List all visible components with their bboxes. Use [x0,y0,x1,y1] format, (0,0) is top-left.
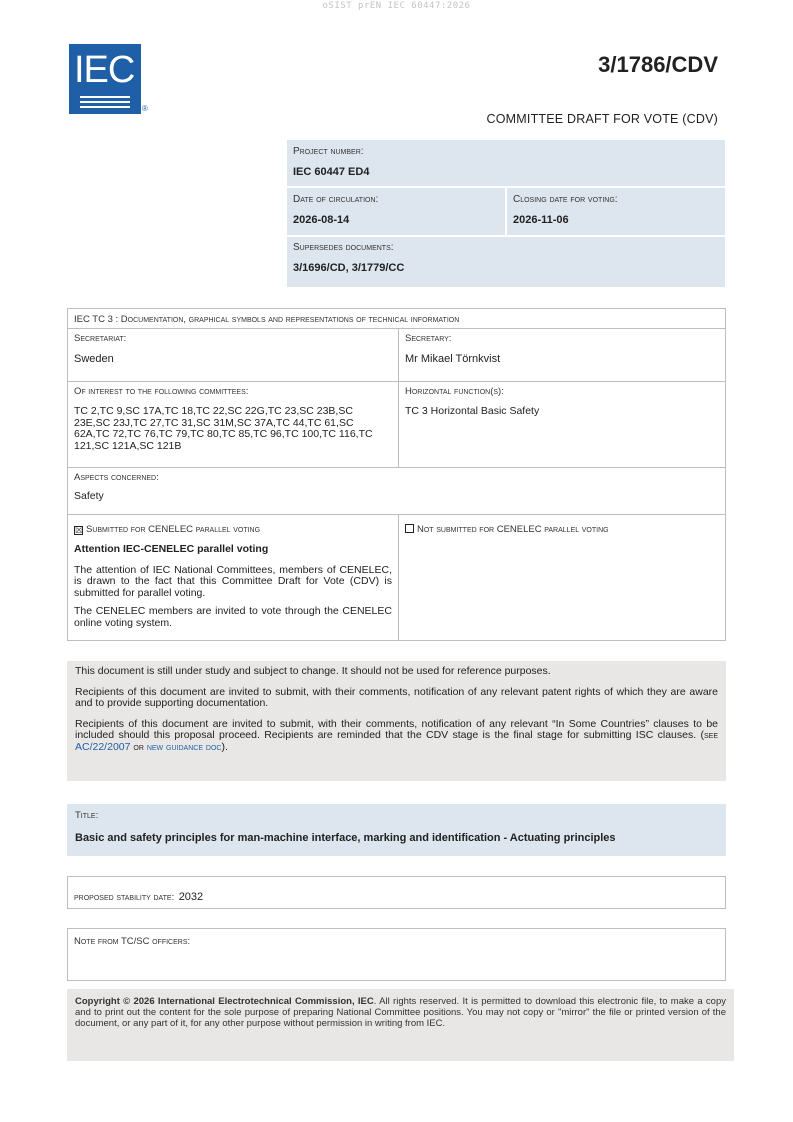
copyright-body: . All rights reserved. It is permitted to download this electronic file, to make a copy and to print out the content for the sole purpose of preparing National Committee positions. You may not copy or "mirror" the file or printed version of the document, or any part of it, for any other purpose without permission in writing from IEC. [75,996,726,1029]
new-guidance-doc-link[interactable]: new guidance doc [146,740,222,753]
secretary-cell [399,329,725,381]
notice-paragraph-1: This document is still under study and subject to change. It should not be used for reference purposes. [75,665,551,677]
horizontal-function-value: TC 3 Horizontal Basic Safety [405,405,540,417]
interest-value: TC 2,TC 9,SC 17A,TC 18,TC 22,SC 22G,TC 23,SC 23B,SC 23E,SC 23J,TC 27,TC 31,SC 31M,SC 37A,TC 44,TC 61,SC 62A,TC 72,TC 76,TC 79,TC 80,TC 85,TC 96,TC 100,TC 116,TC 121,SC 121A,SC 121B [74,405,373,452]
iec-logo [69,44,141,114]
not-submitted-voting-row [405,524,719,536]
officers-note-box [67,928,726,981]
closing-date-label: Closing date for voting: [513,194,618,205]
committee-header-cell [68,309,725,328]
stability-date-box [67,876,726,909]
title-label: Title: [75,810,99,821]
project-number-value: IEC 60447 ED4 [293,166,370,178]
document-title: Basic and safety principles for man-machine interface, marking and identification - Actuating principles [75,832,616,844]
committee-table [67,308,726,641]
supersedes-cell [287,241,725,275]
horizontal-function-label: Horizontal function(s): [405,386,504,397]
document-number: 3/1786/CDV [598,52,718,77]
copyright-holder: Copyright © 2026 International Electrotechnical Commission, IEC [75,996,374,1007]
project-info-panel [287,140,725,287]
aspects-value: Safety [74,490,104,502]
document-type: COMMITTEE DRAFT FOR VOTE (CDV) [486,112,718,126]
secretary-value: Mr Mikael Törnkvist [405,353,501,365]
checkbox-checked-icon[interactable]: ☒ [75,525,84,535]
circulation-date-value: 2026-08-14 [293,214,350,226]
circulation-date-cell [287,193,506,227]
secretariat-value: Sweden [74,353,114,365]
interest-label: Of interest to the following committees: [74,386,249,397]
stability-date-label: proposed stability date: [74,892,175,903]
not-submitted-voting-label: Not submitted for CENELEC parallel voting [417,524,609,535]
attention-paragraph-2: The CENELEC members are invited to vote through the CENELEC online voting system. [74,605,392,629]
logo-line-1 [80,96,130,98]
notice-panel [67,661,726,781]
submitted-voting-row [74,524,392,536]
notice-paragraph-2: Recipients of this document are invited to submit, with their comments, notification of any relevant patent rights of which they are aware and to provide supporting documentation. [75,685,718,709]
divider [287,235,725,237]
officers-note-label: Note from TC/SC officers: [74,936,191,947]
aspects-label: Aspects concerned: [74,472,159,483]
logo-line-2 [80,101,130,103]
notice-paragraph-3: Recipients of this document are invited to submit, with their comments, notification of any relevant “In Some Countries” clauses to be included should this proposal proceed. Recipients are reminded that the CDV stage is the final stage for submitting ISC clauses. (see AC/22/2007 or new guidance doc). [75,717,718,753]
iec-logo-text: IEC [74,49,135,91]
registered-mark: ® [142,104,148,113]
attention-title: Attention IEC-CENELEC parallel voting [74,543,269,555]
horizontal-function-cell [399,382,725,467]
title-panel [67,804,726,856]
closing-date-cell [507,193,725,227]
ac-22-2007-link[interactable]: AC/22/2007 [75,740,131,753]
secretary-label: Secretary: [405,333,452,344]
submitted-voting-cell [68,515,398,640]
secretariat-label: Secretariat: [74,333,127,344]
supersedes-label: Supersedes documents: [293,242,394,253]
closing-date-value: 2026-11-06 [513,214,569,226]
secretariat-cell [68,329,398,381]
supersedes-value: 3/1696/CD, 3/1779/CC [293,262,405,274]
stability-date-row [74,887,203,905]
project-number-label: Project number: [293,146,364,157]
interest-cell [68,382,398,467]
project-number-cell [287,145,725,179]
copyright-text [75,996,726,1029]
aspects-cell [68,468,725,514]
copyright-panel [67,989,734,1061]
circulation-date-label: Date of circulation: [293,194,379,205]
attention-paragraph-1: The attention of IEC National Committees, members of CENELEC, is drawn to the fact that this Committee Draft for Vote (CDV) is submitted for parallel voting. [74,563,392,599]
stability-date-value: 2032 [178,891,204,903]
checkbox-unchecked-icon[interactable] [405,524,414,533]
committee-header: IEC TC 3 : Documentation, graphical symbols and representations of technical information [74,314,460,325]
submitted-voting-label: Submitted for CENELEC parallel voting [86,524,261,535]
logo-line-3 [80,106,130,108]
watermark: oSIST prEN IEC 60447:2026 [322,1,471,11]
not-submitted-voting-cell [399,515,725,640]
